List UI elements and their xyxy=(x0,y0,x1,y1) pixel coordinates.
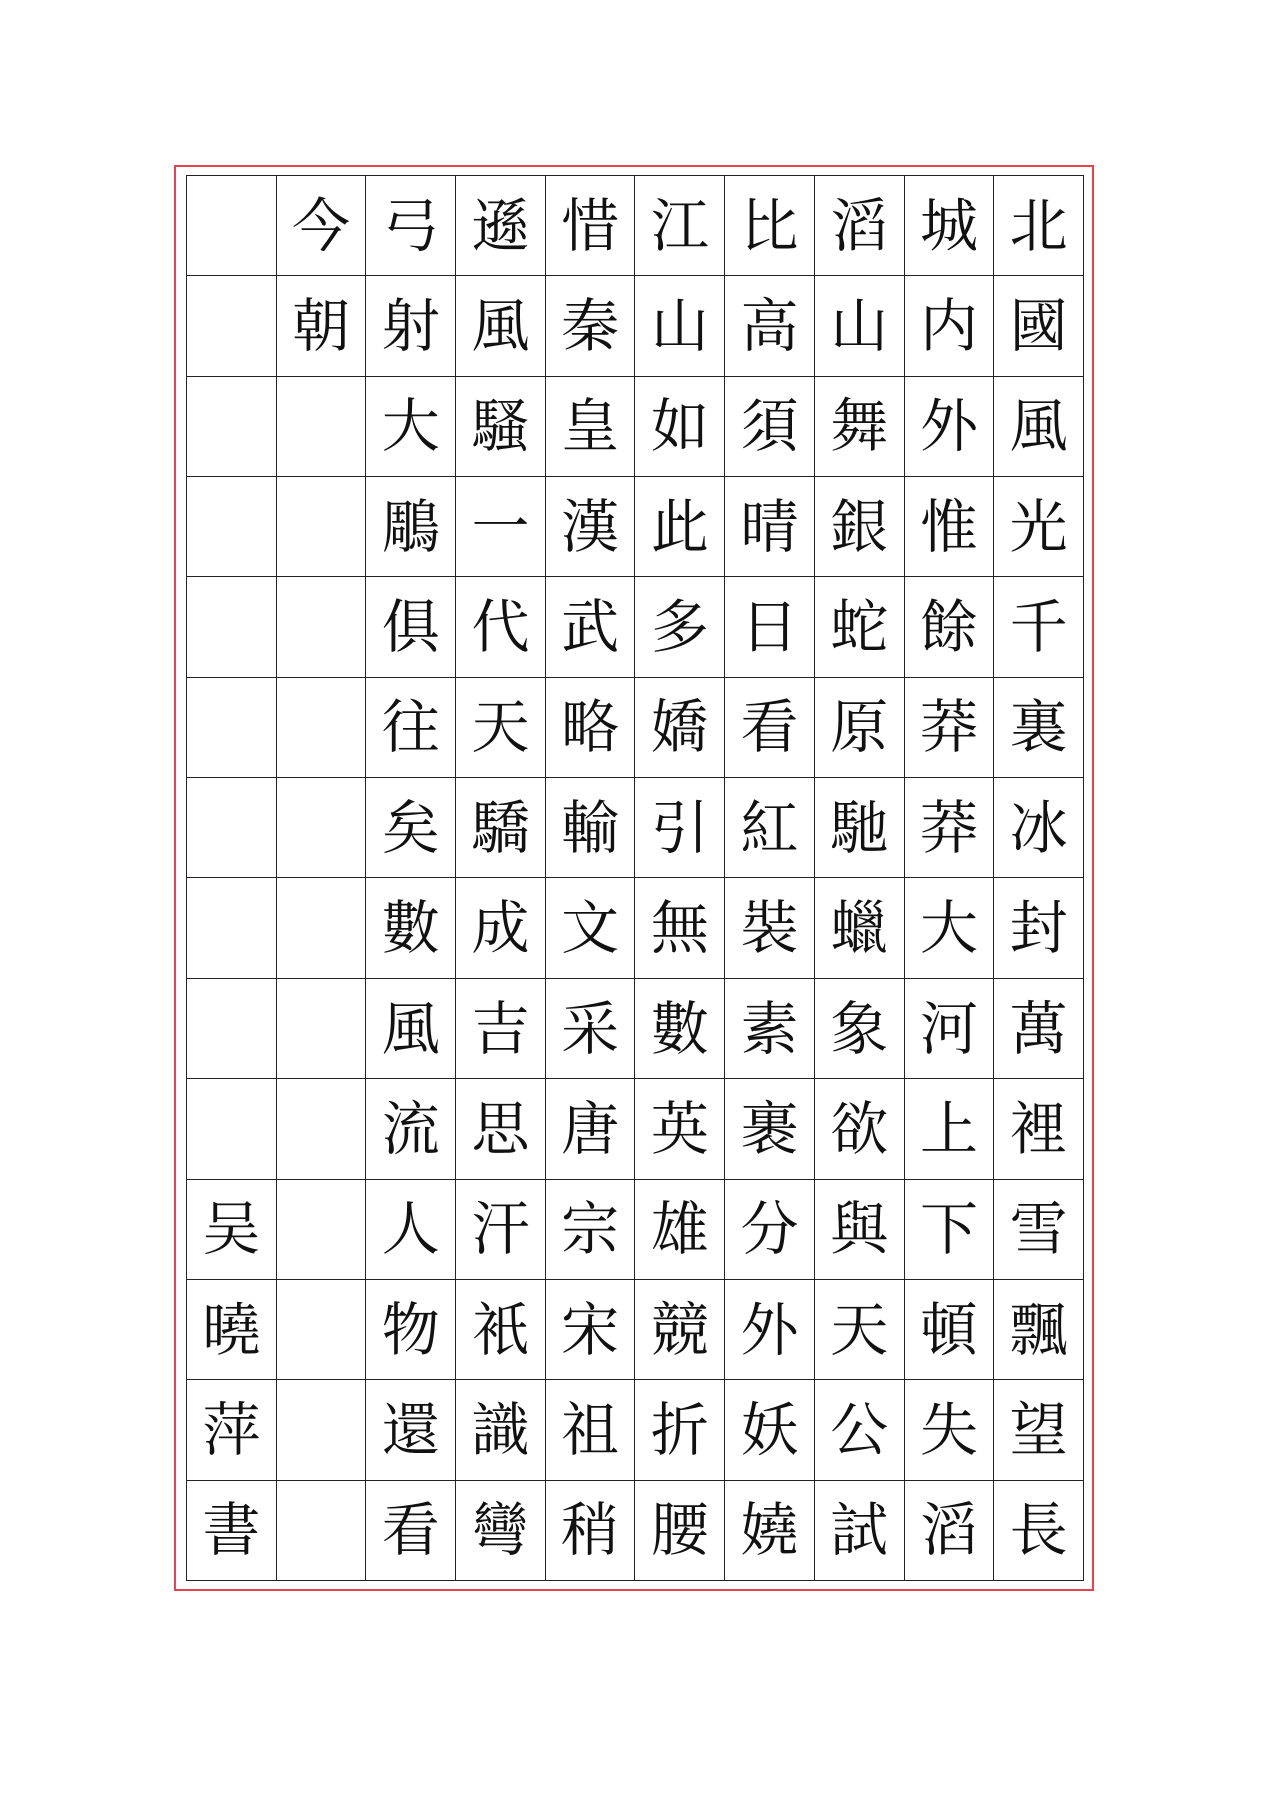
grid-cell xyxy=(187,377,277,477)
grid-cell: 風 xyxy=(994,377,1084,477)
grid-cell: 俱 xyxy=(366,577,456,677)
grid-cell xyxy=(277,1280,367,1380)
grid-cell: 看 xyxy=(366,1481,456,1581)
grid-cell: 此 xyxy=(635,477,725,577)
grid-cell: 高 xyxy=(725,276,815,376)
grid-cell: 餘 xyxy=(905,577,995,677)
grid-cell: 蛇 xyxy=(815,577,905,677)
grid-cell xyxy=(277,1481,367,1581)
grid-cell: 今 xyxy=(277,176,367,276)
grid-cell: 舞 xyxy=(815,377,905,477)
grid-cell xyxy=(277,477,367,577)
grid-cell xyxy=(187,176,277,276)
grid-cell: 數 xyxy=(635,979,725,1079)
grid-cell: 皇 xyxy=(546,377,636,477)
grid-cell xyxy=(277,1079,367,1179)
grid-cell: 城 xyxy=(905,176,995,276)
grid-cell: 與 xyxy=(815,1180,905,1280)
grid-cell: 風 xyxy=(366,979,456,1079)
grid-cell: 試 xyxy=(815,1481,905,1581)
grid-cell: 頓 xyxy=(905,1280,995,1380)
grid-cell: 騷 xyxy=(456,377,546,477)
grid-cell: 萬 xyxy=(994,979,1084,1079)
grid-cell: 秦 xyxy=(546,276,636,376)
grid-cell xyxy=(187,577,277,677)
grid-cell: 識 xyxy=(456,1380,546,1480)
grid-cell: 惟 xyxy=(905,477,995,577)
grid-cell: 飄 xyxy=(994,1280,1084,1380)
grid-cell: 多 xyxy=(635,577,725,677)
character-grid xyxy=(186,175,1084,1581)
grid-cell: 祖 xyxy=(546,1380,636,1480)
grid-cell: 遜 xyxy=(456,176,546,276)
grid-cell: 天 xyxy=(456,678,546,778)
grid-cell: 嬌 xyxy=(635,678,725,778)
grid-cell: 書 xyxy=(187,1481,277,1581)
grid-cell: 萍 xyxy=(187,1380,277,1480)
grid-cell: 略 xyxy=(546,678,636,778)
grid-cell: 須 xyxy=(725,377,815,477)
grid-cell: 雪 xyxy=(994,1180,1084,1280)
grid-cell: 稍 xyxy=(546,1481,636,1581)
grid-cell: 宋 xyxy=(546,1280,636,1380)
grid-cell: 封 xyxy=(994,878,1084,978)
grid-cell: 宗 xyxy=(546,1180,636,1280)
grid-cell: 大 xyxy=(366,377,456,477)
grid-cell: 國 xyxy=(994,276,1084,376)
grid-cell: 還 xyxy=(366,1380,456,1480)
grid-cell: 失 xyxy=(905,1380,995,1480)
grid-cell: 江 xyxy=(635,176,725,276)
grid-cell xyxy=(187,477,277,577)
grid-cell: 代 xyxy=(456,577,546,677)
grid-cell xyxy=(187,979,277,1079)
grid-cell: 裝 xyxy=(725,878,815,978)
grid-cell: 往 xyxy=(366,678,456,778)
grid-cell xyxy=(277,377,367,477)
grid-cell: 漢 xyxy=(546,477,636,577)
grid-cell: 物 xyxy=(366,1280,456,1380)
grid-cell: 分 xyxy=(725,1180,815,1280)
grid-cell xyxy=(187,1079,277,1179)
grid-cell: 天 xyxy=(815,1280,905,1380)
grid-cell: 吴 xyxy=(187,1180,277,1280)
grid-cell: 裡 xyxy=(994,1079,1084,1179)
grid-cell: 妖 xyxy=(725,1380,815,1480)
grid-cell: 欲 xyxy=(815,1079,905,1179)
grid-cell: 北 xyxy=(994,176,1084,276)
grid-cell: 下 xyxy=(905,1180,995,1280)
grid-cell xyxy=(277,979,367,1079)
grid-cell xyxy=(187,778,277,878)
grid-cell: 比 xyxy=(725,176,815,276)
grid-cell: 大 xyxy=(905,878,995,978)
grid-cell: 思 xyxy=(456,1079,546,1179)
grid-cell: 紅 xyxy=(725,778,815,878)
grid-cell xyxy=(187,878,277,978)
grid-cell: 風 xyxy=(456,276,546,376)
grid-cell: 引 xyxy=(635,778,725,878)
grid-cell: 數 xyxy=(366,878,456,978)
grid-cell: 衹 xyxy=(456,1280,546,1380)
grid-cell: 山 xyxy=(815,276,905,376)
grid-cell: 雄 xyxy=(635,1180,725,1280)
grid-cell: 彎 xyxy=(456,1481,546,1581)
grid-cell xyxy=(277,878,367,978)
grid-cell: 看 xyxy=(725,678,815,778)
grid-cell: 公 xyxy=(815,1380,905,1480)
grid-cell: 采 xyxy=(546,979,636,1079)
grid-cell: 矣 xyxy=(366,778,456,878)
grid-cell: 原 xyxy=(815,678,905,778)
grid-cell xyxy=(277,1180,367,1280)
grid-cell: 武 xyxy=(546,577,636,677)
grid-cell: 外 xyxy=(725,1280,815,1380)
grid-cell xyxy=(277,678,367,778)
grid-cell: 惜 xyxy=(546,176,636,276)
grid-cell: 成 xyxy=(456,878,546,978)
grid-cell: 輸 xyxy=(546,778,636,878)
grid-cell: 河 xyxy=(905,979,995,1079)
grid-cell: 日 xyxy=(725,577,815,677)
grid-cell: 無 xyxy=(635,878,725,978)
grid-cell: 射 xyxy=(366,276,456,376)
grid-cell xyxy=(277,577,367,677)
grid-cell: 内 xyxy=(905,276,995,376)
grid-cell: 千 xyxy=(994,577,1084,677)
grid-cell: 弓 xyxy=(366,176,456,276)
grid-cell: 吉 xyxy=(456,979,546,1079)
grid-cell xyxy=(187,276,277,376)
grid-cell: 折 xyxy=(635,1380,725,1480)
grid-cell: 銀 xyxy=(815,477,905,577)
grid-cell: 人 xyxy=(366,1180,456,1280)
grid-cell: 流 xyxy=(366,1079,456,1179)
grid-cell: 光 xyxy=(994,477,1084,577)
grid-cell: 文 xyxy=(546,878,636,978)
grid-cell: 晴 xyxy=(725,477,815,577)
grid-cell: 蠟 xyxy=(815,878,905,978)
grid-cell xyxy=(187,678,277,778)
grid-cell: 上 xyxy=(905,1079,995,1179)
grid-cell: 外 xyxy=(905,377,995,477)
grid-cell: 素 xyxy=(725,979,815,1079)
grid-cell: 如 xyxy=(635,377,725,477)
grid-cell xyxy=(277,778,367,878)
grid-cell: 裏 xyxy=(994,678,1084,778)
grid-cell: 曉 xyxy=(187,1280,277,1380)
grid-cell: 腰 xyxy=(635,1481,725,1581)
grid-cell: 驕 xyxy=(456,778,546,878)
grid-cell: 裹 xyxy=(725,1079,815,1179)
grid-cell: 望 xyxy=(994,1380,1084,1480)
grid-cell: 鵰 xyxy=(366,477,456,577)
grid-cell xyxy=(277,1380,367,1480)
grid-cell: 冰 xyxy=(994,778,1084,878)
grid-cell: 象 xyxy=(815,979,905,1079)
grid-cell: 馳 xyxy=(815,778,905,878)
grid-cell: 汗 xyxy=(456,1180,546,1280)
grid-cell: 滔 xyxy=(905,1481,995,1581)
grid-cell: 山 xyxy=(635,276,725,376)
grid-cell: 英 xyxy=(635,1079,725,1179)
grid-cell: 競 xyxy=(635,1280,725,1380)
grid-cell: 莽 xyxy=(905,778,995,878)
grid-cell: 莽 xyxy=(905,678,995,778)
grid-cell: 唐 xyxy=(546,1079,636,1179)
grid-cell: 滔 xyxy=(815,176,905,276)
grid-cell: 朝 xyxy=(277,276,367,376)
grid-cell: 嬈 xyxy=(725,1481,815,1581)
grid-cell: 長 xyxy=(994,1481,1084,1581)
grid-cell: 一 xyxy=(456,477,546,577)
